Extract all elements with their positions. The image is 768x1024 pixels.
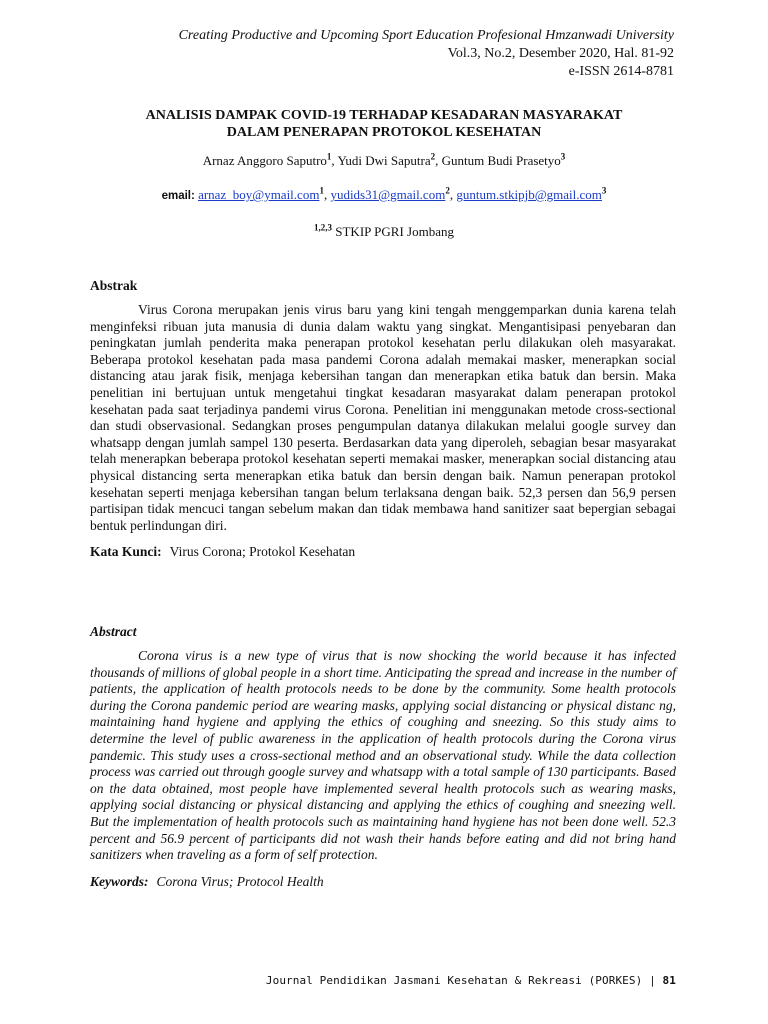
author-sup: 2 bbox=[430, 151, 436, 162]
affiliation-name: STKIP PGRI Jombang bbox=[335, 224, 454, 239]
affiliation-sup: 1,2,3 bbox=[314, 222, 333, 233]
keywords-label: Keywords: bbox=[90, 873, 149, 889]
footer-journal: Journal Pendidikan Jasmani Kesehatan & Rekreasi (PORKES) | bbox=[265, 974, 656, 987]
email-label: email: bbox=[161, 190, 195, 202]
email-sup: 3 bbox=[601, 185, 607, 196]
email-link[interactable]: arnaz_boy@ymail.com bbox=[198, 187, 320, 202]
author-name: Yudi Dwi Saputra bbox=[337, 153, 431, 168]
affiliation bbox=[90, 224, 678, 240]
kata-kunci bbox=[90, 544, 676, 560]
email-list: email: arnaz_boy@ymail.com$^1$, yudids31@gmail.com$^2$, guntum.stkipjb@gmail.com$^3$ bbox=[161, 185, 607, 202]
abstrak-section bbox=[90, 278, 676, 560]
kata-kunci-label: Kata Kunci: bbox=[90, 544, 162, 560]
kata-kunci-value: Virus Corona; Protokol Kesehatan bbox=[169, 544, 356, 560]
abstract-section bbox=[90, 624, 676, 890]
email-sup: 1 bbox=[319, 185, 324, 196]
author-sup: 1 bbox=[326, 151, 332, 162]
abstract-heading: Abstract bbox=[90, 624, 137, 639]
journal-name: Creating Productive and Upcoming Sport Education Profesional Hmzanwadi University bbox=[178, 28, 674, 43]
email-link[interactable]: guntum.stkipjb@gmail.com bbox=[456, 187, 602, 202]
author-list: Arnaz Anggoro Saputro$^1$, Yudi Dwi Saputra$^2$, Guntum Budi Prasetyo$^3$ bbox=[202, 151, 566, 168]
abstrak-heading: Abstrak bbox=[90, 278, 138, 293]
title-line-1: ANALISIS DAMPAK COVID-19 TERHADAP KESADARAN MASYARAKAT bbox=[145, 108, 623, 123]
page-number: 81 bbox=[662, 974, 676, 987]
author-sup: 3 bbox=[560, 151, 566, 162]
email-link[interactable]: yudids31@gmail.com bbox=[330, 187, 446, 202]
page-footer bbox=[266, 974, 676, 987]
abstract-body: Corona virus is a new type of virus that is now shocking the world because it has infected thousands of millions of global people in a short time. Anticipating the spread and increase in the number of patients, the application of health protocols needs to be done by the community. Some health protocols during the Corona pandemic period are wearing masks, applying social distancing or physical distanc ng, maintaining hand hygiene and applying the ethics of coughing and sneezing. So this study aims to determine the level of public awareness in the application of health protocols during the Corona virus pandemic. This study uses a cross-sectional method and an observational study. While the data collection process was carried out through google survey and whatsapp with a total sample of 130 participants. Based on the data obtained, most people have implemented several health protocols such as wearing masks, applying social distancing or physical distancing and applying the ethics of coughing and sneezing well. But the implementation of health protocols such as maintaining hand hygiene has not been done well. 52.3 percent and 56.9 percent of participants did not wash their hands before eating and did not bring hand sanitizers when traveling as a form of self protection. bbox=[90, 648, 676, 863]
volume-info: Vol.3, No.2, Desember 2020, Hal. 81-92 bbox=[447, 46, 674, 61]
keywords-value: Corona Virus; Protocol Health bbox=[156, 873, 324, 889]
paper-title bbox=[90, 107, 678, 141]
keywords bbox=[90, 874, 676, 890]
author-name: Guntum Budi Prasetyo bbox=[441, 153, 561, 168]
title-line-2: DALAM PENERAPAN PROTOKOL KESEHATAN bbox=[226, 125, 542, 140]
email-sup: 2 bbox=[445, 185, 450, 196]
issn: e-ISSN 2614-8781 bbox=[568, 64, 674, 79]
journal-header bbox=[74, 27, 674, 81]
abstrak-body: Virus Corona merupakan jenis virus baru yang kini tengah menggemparkan dunia karena telah menginfeksi ribuan juta manusia di dunia dalam waktu yang singkat. Mengantisipasi penyebaran dan peningkatan jumlah penderita maka penerapan protokol kesehatan perlu dilakukan oleh masyarakat. Beberapa protokol kesehatan pada masa pandemi Corona adalah memakai masker, menerapkan social distancing atau jarak fisik, menjaga kebersihan tangan dan menerapkan etika batuk dan bersin. Maka penelitian ini bertujuan untuk mengetahui tingkat kesadaran masyarakat dalam penerapan protokol kesehatan pada saat terjadinya pandemi virus Corona. Penelitian ini menggunakan metode cross-sectional dan studi observasional. Sedangkan proses pengumpulan datanya dilakukan melalui google survey dan whatsapp dengan jumlah sampel 130 peserta. Berdasarkan data yang diperoleh, sebagian besar masyarakat telah menerapkan beberapa protokol kesehatan seperti memakai masker, menerapkan social distancing atau physical distancing serta menerapkan etika batuk dan bersin dengan baik. Namun penerapan protokol kesehatan seperti menjaga kebersihan tangan belum terlaksana dengan baik. 52,3 persen dan 56,9 persen partisipan tidak mencuci tangan sebelum makan dan tidak membawa hand sanitizer saat bepergian sebagai bentuk perlindungan diri. bbox=[90, 302, 676, 533]
author-name: Arnaz Anggoro Saputro bbox=[202, 153, 327, 168]
